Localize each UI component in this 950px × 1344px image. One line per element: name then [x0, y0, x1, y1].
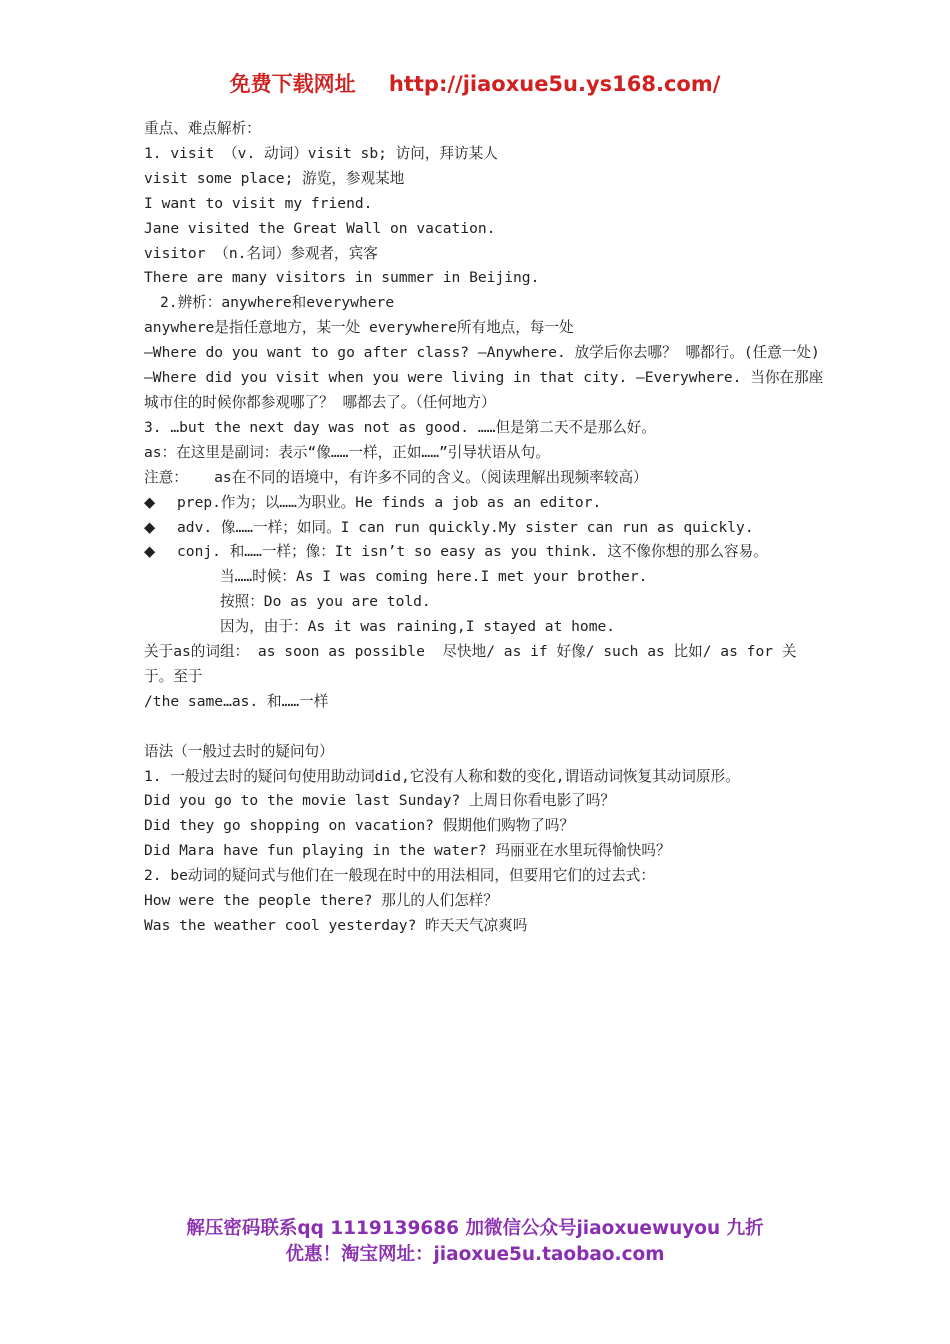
as-line: 3. …but the next day was not as good. ……但是第二天不是那么好。	[144, 418, 656, 436]
page-header	[0, 68, 950, 98]
section-heading: 重点、难点解析：	[144, 120, 261, 137]
footer-line: 解压密码联系qq 1119139686 加微信公众号jiaoxuewuyou 九折	[186, 1218, 764, 1239]
visit-line: 1. visit （v. 动词）visit sb; 访问，拜访某人	[144, 144, 498, 162]
grammar-line: Was the weather cool yesterday? 昨天天气凉爽吗	[144, 916, 528, 934]
anywhere-line: —Where did you visit when you were living in that city. —Everywhere. 当你在那座城市住的时候你都参观哪了？ 哪都去了。（任何地方）	[144, 369, 824, 411]
spacer	[144, 715, 824, 740]
bullet-text: conj. 和……一样；像：It isn’t so easy as you think. 这不像你想的那么容易。	[177, 543, 768, 561]
conj-example: 当……时候：As I was coming here.I met your brother.	[220, 568, 648, 586]
as-phrases-line: 关于as的词组： as soon as possible 尽快地/ as if 好像/ such as 比如/ as for 关于。至于	[144, 643, 797, 685]
diamond-bullet-icon: ◆	[144, 518, 156, 536]
bullet-text: adv. 像……一样；如同。I can run quickly.My sister can run as quickly.	[177, 518, 754, 536]
list-item	[144, 540, 824, 565]
header-title: 免费下载网址	[229, 72, 356, 96]
conj-example: 按照：Do as you are told.	[220, 593, 431, 611]
visit-line: visitor （n.名词）参观者，宾客	[144, 244, 378, 262]
as-phrases-line: /the same…as. 和……一样	[144, 692, 329, 710]
grammar-line: Did you go to the movie last Sunday? 上周日你看电影了吗？	[144, 792, 616, 810]
footer-line: 优惠！淘宝网址：jiaoxue5u.taobao.com	[285, 1244, 665, 1265]
anywhere-line: anywhere是指任意地方，某一处 everywhere所有地点，每一处	[144, 319, 574, 337]
diamond-bullet-icon: ◆	[144, 493, 156, 511]
grammar-line: Did Mara have fun playing in the water? 玛丽亚在水里玩得愉快吗？	[144, 842, 671, 860]
conj-example: 因为，由于：As it was raining,I stayed at home.	[220, 618, 616, 636]
bullet-text: prep.作为；以……为职业。He finds a job as an editor.	[177, 493, 602, 511]
visit-line: There are many visitors in summer in Beijing.	[144, 269, 540, 287]
anywhere-heading: 2.辨析：anywhere和everywhere	[160, 294, 395, 312]
visit-line: visit some place; 游览，参观某地	[144, 169, 405, 187]
grammar-line: How were the people there? 那儿的人们怎样？	[144, 892, 498, 910]
as-line: 注意： as在不同的语境中，有许多不同的含义。（阅读理解出现频率较高）	[144, 468, 648, 486]
header-url[interactable]: http://jiaoxue5u.ys168.com/	[388, 72, 721, 96]
diamond-bullet-icon: ◆	[144, 543, 156, 561]
as-line: as：在这里是副词：表示“像……一样，正如……”引导状语从句。	[144, 443, 550, 461]
grammar-heading: 语法（一般过去时的疑问句）	[144, 742, 334, 760]
anywhere-line: —Where do you want to go after class? —Anywhere. 放学后你去哪？ 哪都行。(任意一处)	[144, 344, 820, 362]
visit-line: Jane visited the Great Wall on vacation.	[144, 219, 496, 237]
grammar-line: Did they go shopping on vacation? 假期他们购物了吗？	[144, 817, 575, 835]
visit-line: I want to visit my friend.	[144, 194, 373, 212]
grammar-line: 2. be动词的疑问式与他们在一般现在时中的用法相同，但要用它们的过去式：	[144, 867, 655, 885]
document-body	[144, 117, 824, 939]
list-item	[144, 516, 824, 541]
grammar-line: 1. 一般过去时的疑问句使用助动词did,它没有人称和数的变化,谓语动词恢复其动词原形。	[144, 767, 740, 785]
list-item	[144, 491, 824, 516]
page-footer	[0, 1216, 950, 1268]
